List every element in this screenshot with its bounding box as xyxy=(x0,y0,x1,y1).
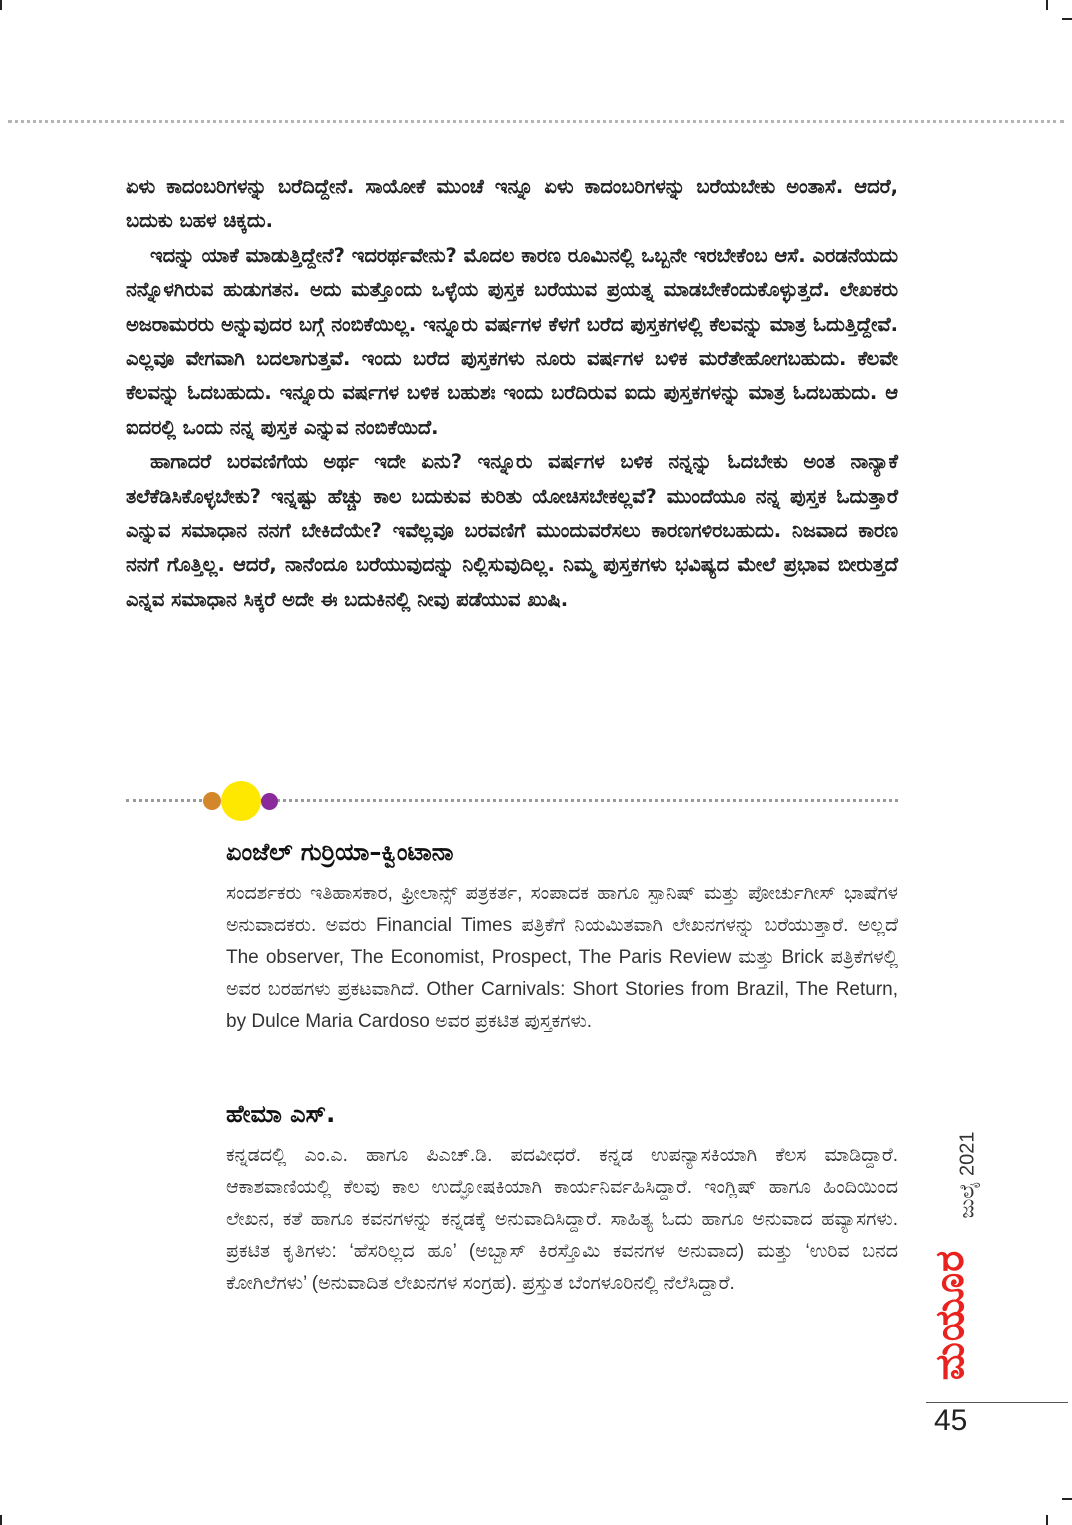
body-paragraph: ಹಾಗಾದರೆ ಬರವಣಿಗೆಯ ಅರ್ಥ ಇದೇ ಏನು? ಇನ್ನೂರು ವರ್ಷಗಳ ಬಳಿಕ ನನ್ನನ್ನು ಓದಬೇಕು ಅಂತ ನಾನ್ಯಾಕೆ ತಲೆಕೆಡಿಸಿಕೊಳ್ಳಬೇಕು? ಇನ್ನಷ್ಟು ಹೆಚ್ಚು ಕಾಲ ಬದುಕುವ ಕುರಿತು ಯೋಚಿಸಬೇಕಲ್ಲವೆ? ಮುಂದೆಯೂ ನನ್ನ ಪುಸ್ತಕ ಓದುತ್ತಾರೆ ಎನ್ನುವ ಸಮಾಧಾನ ನನಗೆ ಬೇಕಿದೆಯೇ? ಇವೆಲ್ಲವೂ ಬರವಣಿಗೆ ಮುಂದುವರೆಸಲು ಕಾರಣಗಳಿರಬಹುದು. ನಿಜವಾದ ಕಾರಣ ನನಗೆ ಗೊತ್ತಿಲ್ಲ. ಆದರೆ, ನಾನೆಂದೂ ಬರೆಯುವುದನ್ನು ನಿಲ್ಲಿಸುವುದಿಲ್ಲ. ನಿಮ್ಮ ಪುಸ್ತಕಗಳು ಭವಿಷ್ಯದ ಮೇಲೆ ಪ್ರಭಾವ ಬೀರುತ್ತದೆ ಎನ್ನವ ಸಮಾಧಾನ ಸಿಕ್ಕರೆ ಅದೇ ಈ ಬದುಕಿನಲ್ಲಿ ನೀವು ಪಡೆಯುವ ಖುಷಿ. xyxy=(126,450,898,611)
orange-dot-ornament xyxy=(203,792,221,810)
purple-dot-ornament xyxy=(261,793,278,810)
crop-mark-top-left xyxy=(0,0,2,10)
crop-mark-bottom-right xyxy=(1046,1515,1048,1525)
body-paragraph: ಇದನ್ನು ಯಾಕೆ ಮಾಡುತ್ತಿದ್ದೇನೆ? ಇದರರ್ಥವೇನು? ಮೊದಲ ಕಾರಣ ರೂಮಿನಲ್ಲಿ ಒಬ್ಬನೇ ಇರಬೇಕೆಂಬ ಆಸೆ. ಎರಡನೆಯದು ನನ್ನೊಳಗಿರುವ ಹುಡುಗತನ. ಅದು ಮತ್ತೊಂದು ಒಳ್ಳೆಯ ಪುಸ್ತಕ ಬರೆಯುವ ಪ್ರಯತ್ನ ಮಾಡಬೇಕೆಂದುಕೊಳ್ಳುತ್ತದೆ. ಲೇಖಕರು ಅಜರಾಮರರು ಅನ್ನುವುದರ ಬಗ್ಗೆ ನಂಬಿಕೆಯಿಲ್ಲ. ಇನ್ನೂರು ವರ್ಷಗಳ ಕೆಳಗೆ ಬರೆದ ಪುಸ್ತಕಗಳಲ್ಲಿ ಕೆಲವನ್ನು ಮಾತ್ರ ಓದುತ್ತಿದ್ದೇವೆ. ಎಲ್ಲವೂ ವೇಗವಾಗಿ ಬದಲಾಗುತ್ತವೆ. ಇಂದು ಬರೆದ ಪುಸ್ತಕಗಳು ನೂರು ವರ್ಷಗಳ ಬಳಿಕ ಮರೆತೇಹೋಗಬಹುದು. ಕೆಲವೇ ಕೆಲವನ್ನು ಓದಬಹುದು. ಇನ್ನೂರು ವರ್ಷಗಳ ಬಳಿಕ ಬಹುಶಃ ಇಂದು ಬರೆದಿರುವ ಐದು ಪುಸ್ತಕಗಳನ್ನು ಮಾತ್ರ ಓದಬಹುದು. ಆ ಐದರಲ್ಲಿ ಒಂದು ನನ್ನ ಪುಸ್ತಕ ಎನ್ನುವ ನಂಬಿಕೆಯಿದೆ. xyxy=(126,243,898,439)
top-dotted-rule xyxy=(8,120,1064,123)
yellow-dot-ornament xyxy=(221,781,261,821)
issue-date-label: ಜುಲೈ 2021 xyxy=(956,1131,979,1219)
bio-name-angel: ಏಂಜೆಲ್ ಗುರ್‍ರಿಯಾ–ಕ್ವಿಂಟಾನಾ xyxy=(226,838,454,866)
crop-mark-right-upper xyxy=(1062,18,1072,20)
bio-text-hema: ಕನ್ನಡದಲ್ಲಿ ಎಂ.ಎ. ಹಾಗೂ ಪಿಎಚ್.ಡಿ. ಪದವೀಧರೆ. ಕನ್ನಡ ಉಪನ್ಯಾಸಕಿಯಾಗಿ ಕೆಲಸ ಮಾಡಿದ್ದಾರೆ. ಆಕಾಶವಾಣಿಯಲ್ಲಿ ಕೆಲವು ಕಾಲ ಉದ್ಘೋಷಕಿಯಾಗಿ ಕಾರ್ಯನಿರ್ವಹಿಸಿದ್ದಾರೆ. ಇಂಗ್ಲಿಷ್ ಹಾಗೂ ಹಿಂದಿಯಿಂದ ಲೇಖನ, ಕತೆ ಹಾಗೂ ಕವನಗಳನ್ನು ಕನ್ನಡಕ್ಕೆ ಅನುವಾದಿಸಿದ್ದಾರೆ. ಸಾಹಿತ್ಯ ಓದು ಹಾಗೂ ಅನುವಾದ ಹವ್ಯಾಸಗಳು. ಪ್ರಕಟಿತ ಕೃತಿಗಳು: ‘ಹೆಸರಿಲ್ಲದ ಹೂ’ (ಅಬ್ಬಾಸ್ ಕಿರಸ್ತೊಮಿ ಕವನಗಳ ಅನುವಾದ) ಮತ್ತು ‘ಉರಿವ ಬನದ ಕೋಗಿಲೆಗಳು’ (ಅನುವಾದಿತ ಲೇಖನಗಳ ಸಂಗ್ರಹ). ಪ್ರಸ್ತುತ ಬೆಂಗಳೂರಿನಲ್ಲಿ ನೆಲೆಸಿದ್ದಾರೆ. xyxy=(226,1145,898,1294)
body-paragraph: ಏಳು ಕಾದಂಬರಿಗಳನ್ನು ಬರೆದಿದ್ದೇನೆ. ಸಾಯೋಕೆ ಮುಂಚೆ ಇನ್ನೂ ಏಳು ಕಾದಂಬರಿಗಳನ್ನು ಬರೆಯಬೇಕು ಅಂತಾಸೆ. ಆದರೆ, ಬದುಕು ಬಹಳ ಚಿಕ್ಕದು. xyxy=(126,175,898,233)
page-number-rule xyxy=(926,1402,1068,1403)
magazine-logo-text: ಮಯೂರ xyxy=(927,1249,973,1381)
crop-mark-top-right xyxy=(1046,0,1048,10)
bio-name-hema: ಹೇಮಾ ಎಸ್. xyxy=(226,1100,336,1128)
crop-mark-bottom-left xyxy=(0,1515,2,1525)
issue-date xyxy=(928,1120,1008,1230)
crop-mark-right-lower xyxy=(1062,1498,1072,1500)
magazine-logo xyxy=(910,1240,990,1390)
bio-text-angel: ಸಂದರ್ಶಕರು ಇತಿಹಾಸಕಾರ, ಫ್ರೀಲಾನ್ಸ್ ಪತ್ರಕರ್ತ, ಸಂಪಾದಕ ಹಾಗೂ ಸ್ಪಾನಿಷ್ ಮತ್ತು ಪೋರ್ಚುಗೀಸ್ ಭಾಷೆಗಳ ಅನುವಾದಕರು. ಅವರು Financial Times ಪತ್ರಿಕೆಗೆ ನಿಯಮಿತವಾಗಿ ಲೇಖನಗಳನ್ನು ಬರೆಯುತ್ತಾರೆ. ಅಲ್ಲದೆ The observer, The Economist, Prospect, The Paris Review ಮತ್ತು Brick ಪತ್ರಿಕೆಗಳಲ್ಲಿ ಅವರ ಬರಹಗಳು ಪ್ರಕಟವಾಗಿದೆ. Other Carnivals: Short Stories from Brazil, The Return, by Dulce Maria Cardoso ಅವರ ಪ್ರಕಟಿತ ಪುಸ್ತಕಗಳು. xyxy=(226,883,898,1032)
page-number: 45 xyxy=(934,1404,968,1437)
article-body xyxy=(126,170,898,617)
